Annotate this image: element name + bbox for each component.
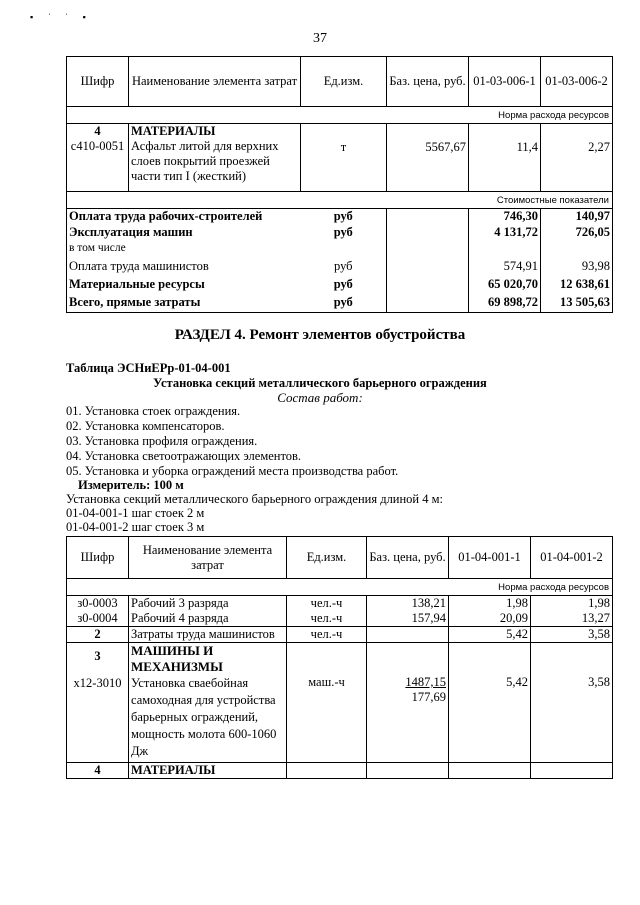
summary-name: Всего, прямые затраты — [69, 294, 201, 309]
header-unit: Ед.изм. — [287, 537, 367, 579]
summary-unit: руб — [301, 259, 387, 277]
machinist-v2: 3,58 — [531, 627, 613, 643]
header-code: Шифр — [67, 57, 129, 107]
worker-name: Рабочий 3 разряда — [129, 596, 287, 612]
scan-marks: ▪ ˈ ˈ ▪ — [30, 12, 92, 22]
work-step: 02. Установка компенсаторов. — [66, 419, 225, 433]
work-step: 05. Установка и уборка ограждений места производства работ. — [66, 464, 399, 478]
table-title: Установка секций металлического барьерного ограждения — [153, 376, 487, 390]
resource-table-2 — [66, 536, 613, 779]
materials-num: 4 — [67, 763, 129, 779]
description: Установка секций металлического барьерного ограждения длиной 4 м: — [66, 492, 444, 506]
worker-unit: чел.-ч — [287, 611, 367, 627]
machinist-v1: 5,42 — [449, 627, 531, 643]
summary-name: в том числе — [69, 241, 126, 254]
section-title: РАЗДЕЛ 4. Ремонт элементов обустройства — [174, 327, 466, 343]
variant: 01-04-001-1 шаг стоек 2 м — [66, 506, 205, 520]
worker-price: 138,21 — [367, 596, 449, 612]
header-name: Наименование элемента затрат — [129, 57, 301, 107]
summary-v2: 12 638,61 — [541, 277, 613, 295]
summary-name: Эксплуатация машин — [69, 224, 193, 239]
table-header-row — [67, 57, 613, 107]
material-name-cell: МАТЕРИАЛЫ Асфальт литой для верхних слоев покрытий проезжей части тип I (жесткий) — [129, 124, 301, 192]
summary-name: Материальные ресурсы — [69, 276, 205, 291]
header-col-1: 01-03-006-1 — [469, 57, 541, 107]
table-header-row — [67, 537, 613, 579]
header-col-2: 01-04-001-2 — [531, 537, 613, 579]
material-v1: 11,4 — [469, 124, 541, 192]
material-price: 5567,67 — [387, 124, 469, 192]
machines-code-cell: 3 х12-3010 — [67, 643, 129, 763]
machinist-num: 2 — [67, 627, 129, 643]
worker-v1: 1,98 — [449, 596, 531, 612]
variant: 01-04-001-2 шаг стоек 3 м — [66, 520, 205, 534]
summary-v1: 746,30 — [469, 209, 541, 225]
machinist-unit: чел.-ч — [287, 627, 367, 643]
table-row — [67, 643, 613, 763]
composition-label: Состав работ: — [277, 390, 363, 405]
material-v2: 2,27 — [541, 124, 613, 192]
worker-name: Рабочий 4 разряда — [129, 611, 287, 627]
summary-unit: руб — [301, 295, 387, 313]
worker-v2: 1,98 — [531, 596, 613, 612]
header-name: Наименование элемента затрат — [129, 537, 287, 579]
summary-v2: 140,97 — [541, 209, 613, 225]
summary-unit: руб — [301, 209, 387, 225]
summary-row — [67, 277, 613, 295]
material-code-cell: 4 с410-0051 — [67, 124, 129, 192]
header-price: Баз. цена, руб. — [367, 537, 449, 579]
worker-unit: чел.-ч — [287, 596, 367, 612]
summary-row — [67, 295, 613, 313]
summary-v2: 13 505,63 — [541, 295, 613, 313]
summary-row — [67, 209, 613, 225]
summary-v2: 93,98 — [541, 259, 613, 277]
worker-code: з0-0004 — [67, 611, 129, 627]
work-step: 03. Установка профиля ограждения. — [66, 434, 258, 448]
summary-v1: 574,91 — [469, 259, 541, 277]
work-step: 04. Установка светоотражающих элементов. — [66, 449, 302, 463]
machinist-name: Затраты труда машинистов — [129, 627, 287, 643]
work-step: 01. Установка стоек ограждения. — [66, 404, 241, 418]
header-col-1: 01-04-001-1 — [449, 537, 531, 579]
norm-label: Норма расхода ресурсов — [67, 579, 613, 596]
resource-table-1 — [66, 56, 613, 313]
meter: Измеритель: 100 м — [78, 478, 184, 492]
cost-label: Стоимостные показатели — [67, 192, 613, 209]
summary-v1: 4 131,72 — [469, 225, 541, 241]
summary-name: Оплата труда рабочих-строителей — [69, 209, 263, 223]
summary-unit: руб — [301, 277, 387, 295]
header-unit: Ед.изм. — [301, 57, 387, 107]
worker-price: 157,94 — [367, 611, 449, 627]
table-label: Таблица ЭСНиЕРр-01-04-001 — [66, 361, 231, 375]
materials-heading: МАТЕРИАЛЫ — [129, 763, 287, 779]
summary-row — [67, 225, 613, 241]
material-unit: т — [301, 124, 387, 192]
machines-name-cell: МАШИНЫ И МЕХАНИЗМЫ Установка сваебойная самоходная для устройства барьерных ограждений, мощность молота 600-1060 Дж — [129, 643, 287, 763]
summary-unit: руб — [301, 225, 387, 241]
header-code: Шифр — [67, 537, 129, 579]
header-col-2: 01-03-006-2 — [541, 57, 613, 107]
table-row — [67, 124, 613, 192]
worker-code: з0-0003 — [67, 596, 129, 612]
summary-row — [67, 259, 613, 277]
machines-unit: маш.-ч — [287, 643, 367, 763]
page-number: 37 — [313, 31, 327, 46]
header-price: Баз. цена, руб. — [387, 57, 469, 107]
summary-name: Оплата труда машинистов — [69, 258, 209, 273]
norm-label: Норма расхода ресурсов — [67, 107, 613, 124]
worker-v1: 20,09 — [449, 611, 531, 627]
summary-row — [67, 241, 613, 259]
machines-v2: 3,58 — [531, 643, 613, 763]
summary-v1: 65 020,70 — [469, 277, 541, 295]
machines-price-cell: 1487,15 177,69 — [367, 643, 449, 763]
summary-v1: 69 898,72 — [469, 295, 541, 313]
worker-v2: 13,27 — [531, 611, 613, 627]
machines-v1: 5,42 — [449, 643, 531, 763]
table-row — [67, 596, 613, 612]
summary-v2: 726,05 — [541, 225, 613, 241]
table-row — [67, 611, 613, 627]
table-row — [67, 763, 613, 779]
table-row — [67, 627, 613, 643]
